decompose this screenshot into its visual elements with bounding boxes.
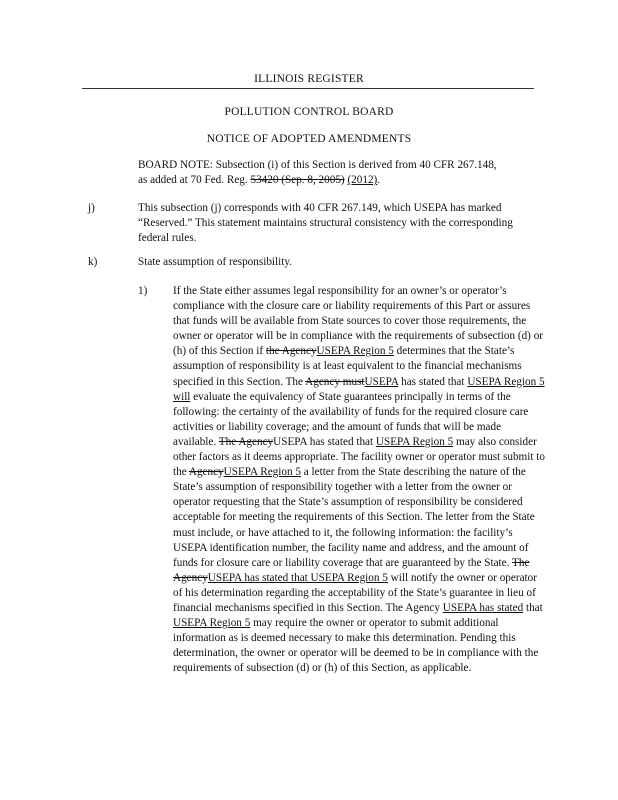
text-run: If the State either assumes legal responsibility for an owner’s or operator’s compliance with the closure care or liability requirements of this Part or assures that funds will be available from State sources to cover those requirements, the owner or operator will be in compliance with the requirements of subsection (d) or (h) of this Section if bbox=[173, 285, 544, 358]
inserted-text: USEPA Region 5 will bbox=[173, 375, 545, 403]
text-run: has stated that bbox=[398, 375, 468, 388]
subsection-j-text: This subsection (j) corresponds with 40 CFR 267.149, which USEPA has marked “Reserved.” This statement maintains structural consistency with the corresponding federal rules. bbox=[138, 202, 513, 245]
inserted-text: USEPA Region 5 bbox=[173, 617, 251, 630]
inserted-text: USEPA bbox=[364, 375, 399, 388]
notice-title: NOTICE OF ADOPTED AMENDMENTS bbox=[206, 133, 412, 145]
register-title: ILLINOIS REGISTER bbox=[254, 73, 364, 85]
inserted-text: USEPA has stated bbox=[442, 601, 524, 614]
board-note bbox=[138, 158, 538, 188]
deleted-text: The Agency bbox=[218, 435, 274, 448]
board-title: POLLUTION CONTROL BOARD bbox=[224, 106, 394, 118]
deleted-text: The Agency bbox=[173, 556, 530, 584]
item-1-label: 1) bbox=[138, 285, 148, 297]
board-note-line2: as added at 70 Fed. Reg. bbox=[138, 174, 251, 187]
deleted-text: Agency bbox=[188, 466, 224, 479]
deleted-text: the Agency bbox=[265, 345, 317, 358]
board-note-period: . bbox=[377, 174, 381, 187]
inserted-text: USEPA Region 5 bbox=[223, 466, 301, 479]
deleted-citation: 53420 (Sep. 8, 2005) bbox=[250, 174, 345, 187]
header-rule bbox=[82, 88, 534, 89]
item-1-text bbox=[173, 284, 545, 676]
inserted-text: USEPA Region 5 bbox=[375, 435, 454, 448]
text-run: evaluate the equivalency of State guarantees principally in terms of the following: the certainty of the availability of funds for the required closure care activities or liability coverage; and the amount of funds that will be made available. bbox=[173, 390, 529, 448]
inserted-citation: (2012) bbox=[347, 174, 378, 187]
subsection-k-text: State assumption of responsibility. bbox=[138, 256, 293, 268]
text-run: a letter from the State describing the nature of the State’s assumption of responsibility together with a letter from the owner or operator requesting that the State’s assumption of responsibility be considered acceptable for meeting the requirements of this Section. The letter from the State must include, or have attached to it, the following information: the facility’s USEPA identification number, the facility name and address, and the amount of funds for closure care or liability coverage that are guaranteed by the State. bbox=[173, 466, 535, 569]
inserted-text: USEPA Region 5 bbox=[316, 345, 394, 358]
text-run: may require the owner or operator to submit additional information as is deemed necessary to make this determination. Pending this determination, the owner or operator will be deemed to be in compliance with the requirements of subsection (d) or (h) of this Section, as applicable. bbox=[173, 617, 539, 675]
text-run: may also consider other factors as it deems appropriate. The facility owner or operator must submit to the bbox=[173, 435, 545, 479]
inserted-text: USEPA has stated that USEPA Region 5 bbox=[207, 571, 388, 584]
text-run: determines that the State’s assumption of responsibility is at least equivalent to the financial mechanisms specified in this Section. The bbox=[173, 345, 522, 388]
text-run: that bbox=[523, 601, 543, 614]
text-run: USEPA has stated that bbox=[273, 435, 376, 448]
text-run: will notify the owner or operator of his determination regarding the acceptability of the State’s guarantee in lieu of financial mechanisms specified in this Section. The Agency bbox=[173, 571, 537, 614]
subsection-j-label: j) bbox=[88, 202, 95, 214]
subsection-k-label: k) bbox=[88, 256, 98, 268]
deleted-text: Agency must bbox=[305, 375, 365, 388]
board-note-line1: BOARD NOTE: Subsection (i) of this Section is derived from 40 CFR 267.148, bbox=[138, 159, 497, 171]
